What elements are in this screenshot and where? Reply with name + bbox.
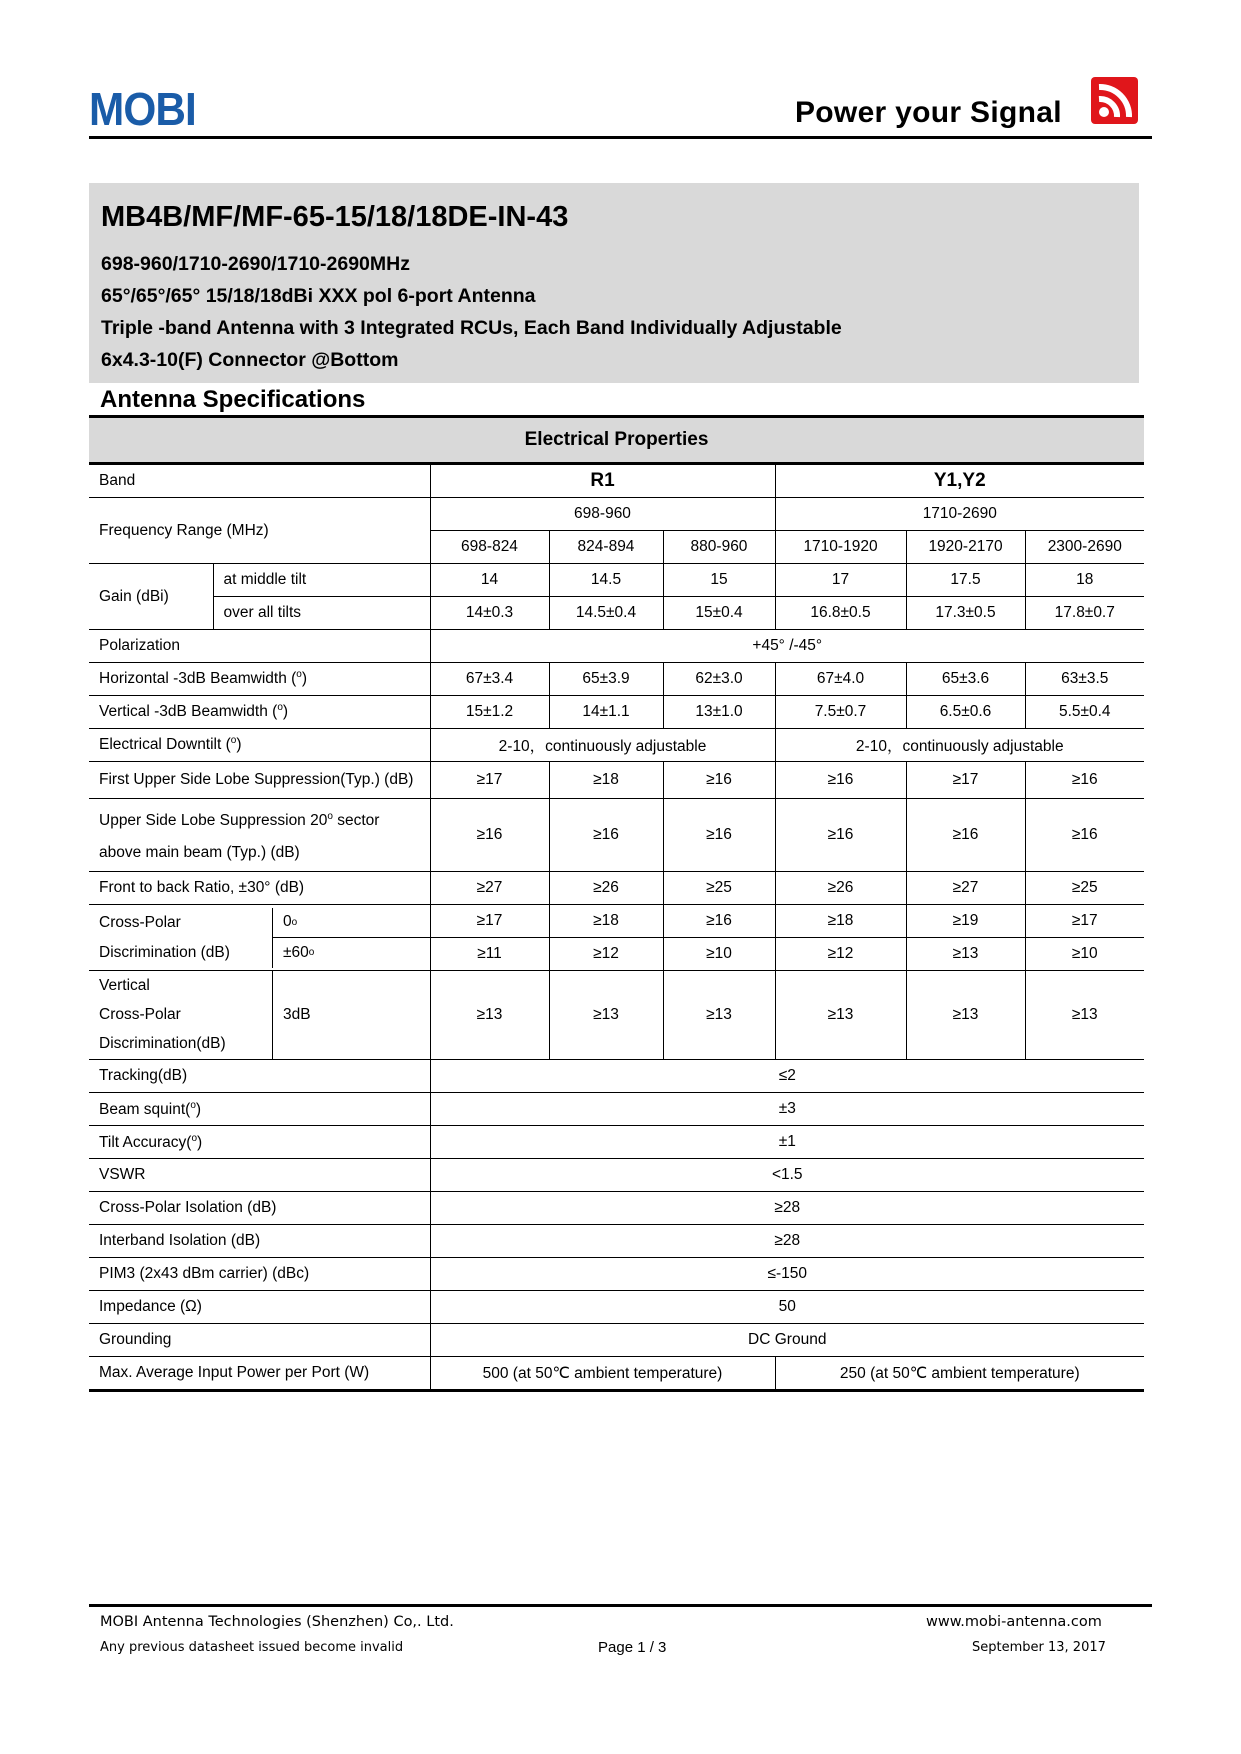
table-cell: 880-960 — [663, 531, 775, 564]
table-cell: 15±0.4 — [663, 597, 775, 630]
row-label: VSWR — [89, 1159, 430, 1192]
table-cell: ≥16 — [775, 799, 906, 872]
table-row — [89, 1060, 1144, 1093]
table-cell: 63±3.5 — [1025, 663, 1144, 696]
table-cell: ≥19 — [906, 905, 1025, 938]
row-label: Vertical -3dB Beamwidth ($^o$) — [89, 696, 430, 729]
table-cell: ≥16 — [663, 905, 775, 938]
table-cell: ≥16 — [430, 799, 549, 872]
table-row — [89, 872, 1144, 905]
table-cell: 67±4.0 — [775, 663, 906, 696]
row-label: Cross-Polar Isolation (dB) — [89, 1192, 430, 1225]
sub-label: at middle tilt — [213, 564, 430, 597]
row-label: Electrical Downtilt ($^o$) — [89, 729, 430, 762]
table-cell: ≥16 — [1025, 762, 1144, 799]
product-summary — [89, 183, 1139, 383]
table-cell: ≥26 — [549, 872, 663, 905]
feature-summary: Triple -band Antenna with 3 Integrated RCUs, Each Band Individually Adjustable — [101, 317, 842, 339]
table-cell: 65±3.9 — [549, 663, 663, 696]
table-cell: 14.5 — [549, 564, 663, 597]
row-label: Max. Average Input Power per Port (W) — [89, 1357, 430, 1391]
table-cell: ≥27 — [430, 872, 549, 905]
table-cell: ≤2 — [430, 1060, 1144, 1093]
table-cell: ≥13 — [906, 971, 1025, 1060]
table-row — [89, 1291, 1144, 1324]
header-divider — [89, 136, 1152, 139]
table-cell: ±1 — [430, 1126, 1144, 1159]
beam-summary: 65°/65°/65° 15/18/18dBi XXX pol 6-port Antenna — [101, 285, 536, 307]
table-row — [89, 762, 1144, 799]
page-number: Page 1 / 3 — [598, 1639, 667, 1656]
row-label: First Upper Side Lobe Suppression(Typ.) (dB) — [89, 762, 430, 799]
connector-summary: 6x4.3-10(F) Connector @Bottom — [101, 349, 399, 371]
table-cell: ≥12 — [775, 938, 906, 971]
table-cell: DC Ground — [430, 1324, 1144, 1357]
table-cell: 18 — [1025, 564, 1144, 597]
table-row — [89, 1192, 1144, 1225]
table-row — [89, 905, 1144, 938]
table-row — [89, 1093, 1144, 1126]
row-label: Grounding — [89, 1324, 430, 1357]
row-label: Interband Isolation (dB) — [89, 1225, 430, 1258]
band-y: Y1,Y2 — [775, 464, 1144, 498]
table-row — [89, 1159, 1144, 1192]
product-model: MB4B/MF/MF-65-15/18/18DE-IN-43 — [101, 201, 569, 233]
xpd-0-label: 0 o — [273, 908, 430, 939]
table-cell: ≥13 — [906, 938, 1025, 971]
band-r1: R1 — [430, 464, 775, 498]
row-label: Horizontal -3dB Beamwidth ($^o$) — [89, 663, 430, 696]
footer-url[interactable]: www.mobi-antenna.com — [926, 1614, 1102, 1630]
table-header: Electrical Properties — [89, 417, 1144, 464]
table-cell: 67±3.4 — [430, 663, 549, 696]
row-label: Upper Side Lobe Suppression 20$^o$ sector above main beam (Typ.) (dB) — [89, 799, 430, 872]
table-cell: 2300-2690 — [1025, 531, 1144, 564]
table-cell: 7.5±0.7 — [775, 696, 906, 729]
table-cell: <1.5 — [430, 1159, 1144, 1192]
row-label: Front to back Ratio, ±30° (dB) — [89, 872, 430, 905]
electrical-properties-table — [89, 415, 1144, 1392]
table-cell: 250 (at 50℃ ambient temperature) — [775, 1357, 1144, 1391]
table-cell: ≥27 — [906, 872, 1025, 905]
row-label: Tracking(dB) — [89, 1060, 430, 1093]
row-label — [89, 905, 430, 971]
table-cell: 17 — [775, 564, 906, 597]
table-cell: ≥28 — [430, 1192, 1144, 1225]
rss-signal-icon — [1091, 77, 1138, 124]
table-row — [89, 663, 1144, 696]
row-label: Gain (dBi) — [89, 564, 213, 630]
table-cell: ≥16 — [663, 762, 775, 799]
table-cell: ≥17 — [430, 905, 549, 938]
table-cell: 62±3.0 — [663, 663, 775, 696]
table-cell: 17.3±0.5 — [906, 597, 1025, 630]
table-cell: ≥17 — [430, 762, 549, 799]
vxpd-label-a: Vertical — [99, 976, 150, 994]
row-label: Tilt Accuracy($^o$) — [89, 1126, 430, 1159]
table-row — [89, 1258, 1144, 1291]
table-cell: ≥26 — [775, 872, 906, 905]
table-row — [89, 630, 1144, 663]
table-cell: ≥13 — [1025, 971, 1144, 1060]
table-cell: ≥13 — [663, 971, 775, 1060]
table-row — [89, 564, 1144, 597]
table-cell: 824-894 — [549, 531, 663, 564]
table-cell: ≥13 — [549, 971, 663, 1060]
table-cell: +45° /-45° — [430, 630, 1144, 663]
table-cell: 14±1.1 — [549, 696, 663, 729]
table-cell: ≥13 — [775, 971, 906, 1060]
table-cell: 16.8±0.5 — [775, 597, 906, 630]
frequency-summary: 698-960/1710-2690/1710-2690MHz — [101, 253, 410, 275]
table-cell: 2-10，continuously adjustable — [775, 729, 1144, 762]
vxpd-label-c: Discrimination(dB) — [99, 1035, 226, 1053]
row-label: Polarization — [89, 630, 430, 663]
row-label: PIM3 (2x43 dBm carrier) (dBc) — [89, 1258, 430, 1291]
table-cell: 500 (at 50℃ ambient temperature) — [430, 1357, 775, 1391]
table-cell: ≥13 — [430, 971, 549, 1060]
table-row — [89, 1324, 1144, 1357]
table-cell: ≥17 — [1025, 905, 1144, 938]
table-cell: 14.5±0.4 — [549, 597, 663, 630]
table-cell: 5.5±0.4 — [1025, 696, 1144, 729]
table-row — [89, 498, 1144, 531]
table-row — [89, 1357, 1144, 1391]
freq-y-range: 1710-2690 — [775, 498, 1144, 531]
row-label — [89, 971, 430, 1060]
table-cell: ≤-150 — [430, 1258, 1144, 1291]
table-cell: ≥18 — [549, 905, 663, 938]
table-cell: ≥17 — [906, 762, 1025, 799]
table-row — [89, 597, 1144, 630]
table-cell: 15±1.2 — [430, 696, 549, 729]
row-label: Impedance (Ω) — [89, 1291, 430, 1324]
table-row — [89, 696, 1144, 729]
table-cell: 2-10，continuously adjustable — [430, 729, 775, 762]
footer-notice: Any previous datasheet issued become invalid — [100, 1640, 404, 1655]
table-cell: 698-824 — [430, 531, 549, 564]
row-label: Band — [89, 464, 430, 498]
table-cell: ≥25 — [1025, 872, 1144, 905]
table-cell: 17.5 — [906, 564, 1025, 597]
table-cell: ≥16 — [775, 762, 906, 799]
footer-company: MOBI Antenna Technologies (Shenzhen) Co,. Ltd. — [100, 1614, 454, 1630]
sub-label: over all tilts — [213, 597, 430, 630]
mobi-logo: MOBI — [89, 83, 196, 135]
footer-divider — [89, 1604, 1152, 1607]
table-row — [89, 1126, 1144, 1159]
vxpd-sub-label: 3dB — [283, 1006, 311, 1024]
table-cell: ≥18 — [549, 762, 663, 799]
freq-r1-range: 698-960 — [430, 498, 775, 531]
table-cell: 14±0.3 — [430, 597, 549, 630]
table-cell: 13±1.0 — [663, 696, 775, 729]
slogan: Power your Signal — [795, 96, 1062, 129]
table-cell: ≥16 — [1025, 799, 1144, 872]
section-title: Antenna Specifications — [100, 386, 366, 413]
table-row — [89, 464, 1144, 498]
table-cell: ≥16 — [663, 799, 775, 872]
table-cell: 65±3.6 — [906, 663, 1025, 696]
table-cell: ≥25 — [663, 872, 775, 905]
table-header-row — [89, 417, 1144, 464]
table-cell: 6.5±0.6 — [906, 696, 1025, 729]
table-cell: ≥18 — [775, 905, 906, 938]
table-cell: ≥10 — [1025, 938, 1144, 971]
table-cell: ≥10 — [663, 938, 775, 971]
table-cell: ≥11 — [430, 938, 549, 971]
table-row — [89, 971, 1144, 1060]
table-cell: 1710-1920 — [775, 531, 906, 564]
table-row — [89, 729, 1144, 762]
vxpd-label-b: Cross-Polar — [99, 1006, 181, 1024]
row-label: Frequency Range (MHz) — [89, 498, 430, 564]
table-cell: 1920-2170 — [906, 531, 1025, 564]
row-label: Beam squint($^o$) — [89, 1093, 430, 1126]
table-cell: ±3 — [430, 1093, 1144, 1126]
table-cell: ≥16 — [906, 799, 1025, 872]
table-row — [89, 799, 1144, 872]
table-row — [89, 1225, 1144, 1258]
footer-date: September 13, 2017 — [972, 1640, 1106, 1655]
table-cell: 15 — [663, 564, 775, 597]
xpd-60-label: ±60 o — [283, 943, 315, 961]
table-cell: ≥12 — [549, 938, 663, 971]
table-cell: ≥16 — [549, 799, 663, 872]
xpd-label-b: Discrimination (dB) — [99, 943, 230, 961]
table-cell: 14 — [430, 564, 549, 597]
table-cell: ≥28 — [430, 1225, 1144, 1258]
table-cell: 50 — [430, 1291, 1144, 1324]
xpd-label-a: Cross-Polar — [99, 913, 181, 931]
table-cell: 17.8±0.7 — [1025, 597, 1144, 630]
